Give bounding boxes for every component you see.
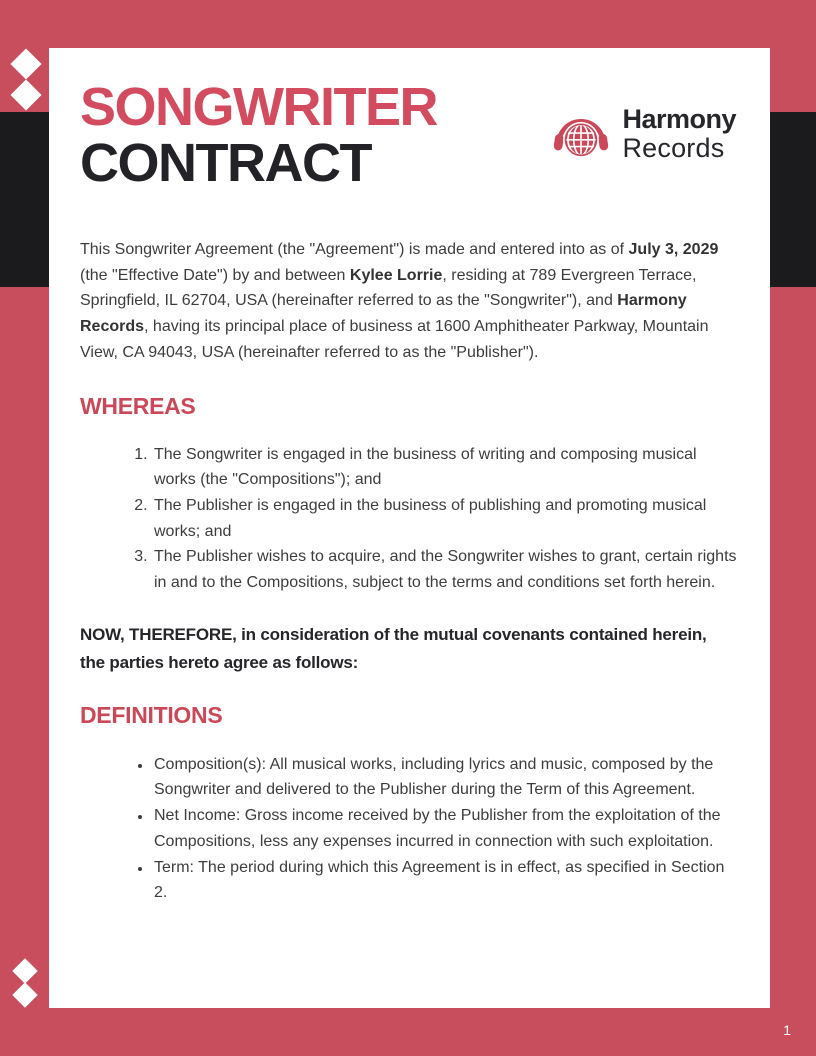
logo-wordmark-line1: Harmony <box>622 104 736 134</box>
page-title <box>80 79 437 191</box>
intro-text: , residing at 789 Evergreen Terrace, Springfield, IL 62704, USA (hereinafter referred to as the "Songwriter"), and <box>80 266 697 310</box>
page-number: 1 <box>783 1022 791 1038</box>
document-header <box>80 79 738 191</box>
globe-headphones-icon <box>552 105 610 163</box>
diamond-icon <box>10 48 41 79</box>
logo-wordmark-line2: Records <box>622 133 725 163</box>
document-card <box>49 48 770 1008</box>
intro-paragraph <box>80 237 738 366</box>
whereas-list <box>80 442 738 596</box>
diamond-icon <box>12 958 37 983</box>
effective-date: July 3, 2029 <box>628 241 719 258</box>
intro-text: This Songwriter Agreement (the "Agreement") is made and entered into as of <box>80 241 629 258</box>
definitions-list <box>80 752 738 906</box>
list-item: • Term: The period during which this Agreement is in effect, as specified in Section 2. <box>152 855 738 906</box>
list-item: 2. The Publisher is engaged in the business of publishing and promoting musical works; and <box>152 493 738 544</box>
publisher-name: Harmony Records <box>80 292 687 336</box>
logo-wordmark <box>622 106 736 162</box>
harmony-records-logo <box>552 105 736 163</box>
intro-text: , having its principal place of business at 1600 Amphitheater Parkway, Mountain View, CA 94043, USA (hereinafter referred to as the "Publisher"). <box>80 318 709 361</box>
list-item: • Net Income: Gross income received by the Publisher from the exploitation of the Compositions, less any expenses incurred in connection with such exploitation. <box>152 803 738 854</box>
definitions-heading: DEFINITIONS <box>80 701 223 728</box>
diamond-icon <box>10 79 41 110</box>
intro-text: (the "Effective Date") by and between <box>80 266 350 284</box>
page-title-line1: SONGWRITER <box>80 77 437 137</box>
diamond-icon <box>12 982 37 1007</box>
page-title-line2: CONTRACT <box>80 133 371 193</box>
now-therefore-paragraph: NOW, THEREFORE, in consideration of the mutual covenants contained herein, the parties hereto agree as follows: <box>80 624 707 672</box>
songwriter-name: Kylee Lorrie <box>349 266 443 284</box>
list-item: • Composition(s): All musical works, including lyrics and music, composed by the Songwriter and delivered to the Publisher during the Term of this Agreement. <box>152 752 738 803</box>
whereas-heading: WHEREAS <box>80 392 196 419</box>
list-item: 3. The Publisher wishes to acquire, and the Songwriter wishes to grant, certain rights in and to the Compositions, subject to the terms and conditions set forth herein. <box>152 544 738 595</box>
list-item: 1. The Songwriter is engaged in the business of writing and composing musical works (the "Compositions"); and <box>152 442 738 493</box>
